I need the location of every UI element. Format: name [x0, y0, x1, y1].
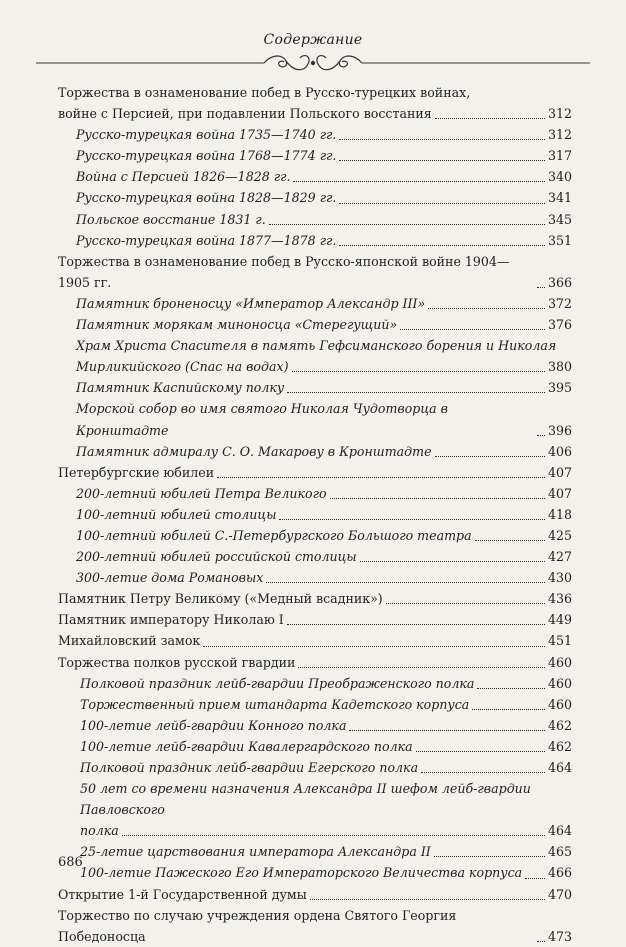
toc-entry-title: войне с Персией, при подавлении Польского восстания	[58, 106, 432, 122]
toc-entry-title: 100-летие Пажеского Его Императорского Величества корпуса	[80, 865, 523, 881]
toc-entry-title: Война с Персией 1826—1828 гг.	[76, 169, 291, 185]
toc-entry-title: 200-летний юбилей Петра Великого	[76, 485, 327, 501]
toc-entry-page: 470	[547, 886, 572, 902]
toc-entry-page: 449	[547, 612, 572, 628]
toc-entry-title: Открытие 1-й Государственной думы	[58, 886, 307, 902]
toc-entry-page: 407	[547, 464, 572, 480]
toc-entry-title: Торжества в ознаменование побед в Русско-японской войне 1904—1905 гг.	[58, 253, 510, 290]
toc-entry[interactable]	[58, 441, 572, 462]
toc-entry-title: Памятник императору Николаю I	[58, 612, 284, 628]
toc-entry[interactable]	[58, 314, 572, 335]
toc-entry-title: 200-летний юбилей российской столицы	[76, 549, 357, 565]
dot-leader	[339, 139, 545, 140]
toc-entry-page: 351	[547, 232, 572, 248]
dot-leader	[525, 878, 545, 879]
toc-entry-page: 312	[547, 127, 572, 143]
toc-entry[interactable]	[58, 335, 572, 377]
toc-entry[interactable]	[58, 757, 572, 778]
toc-entry-page: 465	[547, 844, 572, 860]
toc-entry-page: 340	[547, 169, 572, 185]
toc-entry[interactable]	[58, 230, 572, 251]
toc-entry-page: 427	[547, 549, 572, 565]
toc-entry-title: Михайловский замок	[58, 633, 201, 649]
toc-entry[interactable]	[58, 884, 572, 905]
dot-leader	[293, 181, 544, 182]
dot-leader	[339, 203, 545, 204]
toc-entry-page: 317	[547, 148, 572, 164]
toc-entry[interactable]	[58, 588, 572, 609]
toc-entry[interactable]	[58, 673, 572, 694]
toc-entry[interactable]	[58, 715, 572, 736]
toc-entry-page: 460	[547, 654, 572, 670]
toc-entry-title: Полковой праздник лейб-гвардии Преображенского полка	[80, 675, 475, 691]
toc-entry-title: Памятник адмиралу С. О. Макарову в Кронштадте	[76, 443, 432, 459]
toc-entry-page: 372	[547, 295, 572, 311]
toc-entry-title: Русско-турецкая война 1877—1878 гг.	[76, 232, 337, 248]
toc-entry-title: Полковой праздник лейб-гвардии Егерского полка	[80, 760, 419, 775]
toc-entry-page: 345	[547, 211, 572, 227]
toc-entry-page: 464	[547, 760, 572, 775]
toc-entry-page: 406	[547, 443, 572, 459]
toc-entry[interactable]	[58, 525, 572, 546]
toc-entry-title: 300-летие дома Романовых	[76, 570, 264, 586]
dot-leader	[122, 835, 545, 836]
dot-leader	[472, 709, 545, 710]
toc-entry-title: 50 лет со времени назначения Александра II шефом лейб-гвардии Павловского	[80, 781, 531, 818]
dot-leader	[217, 477, 545, 478]
toc-entry[interactable]	[58, 609, 572, 630]
toc-entry-title: Польское восстание 1831 г.	[76, 211, 266, 227]
dot-leader	[339, 160, 545, 161]
toc-entry-title: Мирликийского (Спас на водах)	[76, 359, 289, 375]
toc-entry[interactable]	[58, 778, 572, 841]
toc-entry[interactable]	[58, 145, 572, 166]
toc-entry-page: 380	[547, 359, 572, 375]
dot-leader	[330, 498, 545, 499]
dot-leader	[292, 371, 545, 372]
toc-entry-page: 473	[547, 928, 572, 944]
toc-entry[interactable]	[58, 630, 572, 651]
toc-entry[interactable]	[58, 124, 572, 145]
toc-entry-title: Храм Христа Спасителя в память Гефсиманского борения и Николая	[76, 338, 557, 354]
toc-entry-page: 466	[547, 865, 572, 881]
dot-leader	[287, 392, 545, 393]
toc-entry[interactable]	[58, 166, 572, 187]
toc-entry-page: 460	[547, 675, 572, 691]
toc-entry-title: Торжества в ознаменование побед в Русско-турецких войнах,	[58, 85, 471, 100]
dot-leader	[266, 582, 545, 583]
toc-entry[interactable]	[58, 546, 572, 567]
toc-entry-title: Торжество по случаю учреждения ордена Святого Георгия Победоносца	[58, 907, 457, 944]
decorative-ornament	[36, 50, 590, 76]
toc-entry-page: 462	[547, 717, 572, 733]
toc-entry-title: 100-летний юбилей С.-Петербургского Большого театра	[76, 527, 472, 543]
dot-leader	[269, 224, 545, 225]
toc-entry-title: 100-летие лейб-гвардии Конного полка	[80, 717, 347, 733]
toc-entry[interactable]	[58, 567, 572, 588]
dot-leader	[416, 751, 545, 752]
dot-leader	[537, 941, 545, 942]
toc-entry-title: 100-летний юбилей столицы	[76, 506, 277, 522]
dot-leader	[475, 540, 545, 541]
toc-entry-page: 430	[547, 570, 572, 586]
dot-leader	[537, 287, 545, 288]
dot-leader	[386, 603, 545, 604]
toc-entry-title: Петербургские юбилеи	[58, 464, 215, 480]
toc-entry-title: Морской собор во имя святого Николая Чудотворца в Кронштадте	[76, 401, 448, 438]
toc-entry-page: 436	[547, 591, 572, 607]
dot-leader	[434, 856, 545, 857]
toc-entry-page: 464	[547, 823, 572, 839]
toc-entry[interactable]	[58, 251, 572, 293]
toc-entry-page: 395	[547, 380, 572, 396]
dot-leader	[428, 308, 545, 309]
toc-entry-title: Русско-турецкая война 1828—1829 гг.	[76, 190, 337, 206]
toc-entry[interactable]	[58, 483, 572, 504]
dot-leader	[203, 646, 545, 647]
dot-leader	[400, 329, 545, 330]
dot-leader	[421, 772, 545, 773]
page-number: 686	[58, 855, 83, 870]
toc-entry-title: 100-летие лейб-гвардии Кавалергардского полка	[80, 738, 413, 754]
dot-leader	[435, 456, 545, 457]
dot-leader	[477, 688, 545, 689]
dot-leader	[310, 899, 545, 900]
toc-entry[interactable]	[58, 187, 572, 208]
toc-entry-page: 425	[547, 527, 572, 543]
toc-entry-title: Памятник морякам миноносца «Стерегущий»	[76, 317, 398, 333]
toc-entry-title: Памятник Каспийскому полку	[76, 380, 285, 396]
toc-entry-title: Торжества полков русской гвардии	[58, 654, 296, 670]
toc-entry[interactable]	[58, 209, 572, 230]
toc-entry-page: 462	[547, 738, 572, 754]
dot-leader	[537, 435, 545, 436]
table-of-contents	[58, 82, 572, 947]
toc-entry[interactable]	[58, 504, 572, 525]
toc-entry[interactable]	[58, 841, 572, 862]
toc-entry-page: 396	[547, 422, 572, 438]
toc-entry-page: 312	[547, 106, 572, 122]
page-header-title: Содержание	[263, 32, 363, 48]
dot-leader	[298, 667, 544, 668]
toc-entry-title: полка	[80, 823, 119, 839]
toc-entry-title: Памятник Петру Великому («Медный всадник»)	[58, 591, 383, 607]
toc-entry-page: 460	[547, 696, 572, 712]
toc-entry[interactable]	[58, 862, 572, 883]
toc-entry[interactable]	[58, 82, 572, 124]
toc-entry-title: 25-летие царствования императора Александра II	[80, 844, 431, 860]
toc-entry[interactable]	[58, 462, 572, 483]
toc-entry[interactable]	[58, 293, 572, 314]
toc-entry-page: 418	[547, 506, 572, 522]
toc-entry[interactable]	[58, 652, 572, 673]
dot-leader	[435, 118, 545, 119]
toc-entry-page: 341	[547, 190, 572, 206]
toc-entry[interactable]	[58, 398, 572, 440]
toc-entry[interactable]	[58, 736, 572, 757]
dot-leader	[349, 730, 544, 731]
toc-entry-title: Торжественный прием штандарта Кадетского корпуса	[80, 696, 470, 712]
toc-entry-page: 451	[547, 633, 572, 649]
toc-entry-title: Русско-турецкая война 1735—1740 гг.	[76, 127, 337, 143]
dot-leader	[360, 561, 545, 562]
dot-leader	[279, 519, 545, 520]
toc-entry-title: Памятник броненосцу «Император Александр III»	[76, 295, 426, 311]
toc-entry-page: 366	[547, 274, 572, 290]
dot-leader	[287, 624, 545, 625]
toc-entry-title: Русско-турецкая война 1768—1774 гг.	[76, 148, 337, 164]
dot-leader	[339, 245, 545, 246]
toc-entry-page: 376	[547, 317, 572, 333]
toc-entry[interactable]	[58, 905, 572, 947]
toc-entry-page: 407	[547, 485, 572, 501]
toc-entry[interactable]	[58, 377, 572, 398]
toc-entry[interactable]	[58, 694, 572, 715]
